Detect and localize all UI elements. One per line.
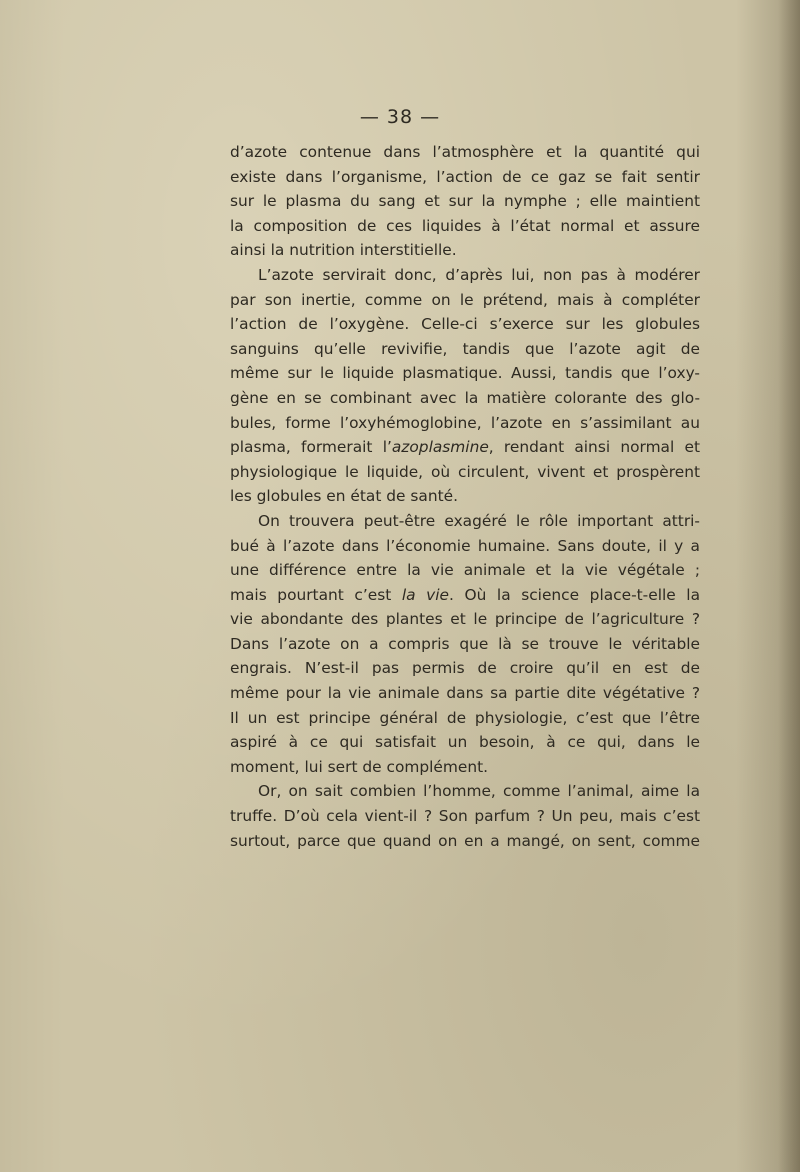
paragraph-2: [230, 263, 700, 509]
text-segment: plasma, formerait l’: [230, 438, 392, 457]
text-line: Dans l’azote on a compris que là se trouve le véritable: [230, 634, 700, 653]
text-line: même pour la vie animale dans sa partie dite végétative ?: [230, 684, 700, 703]
text-line: On trouvera peut-être exagéré le rôle important attri-: [258, 511, 700, 530]
text-line: L’azote servirait donc, d’après lui, non pas à modérer: [258, 265, 700, 284]
text-line: sanguins qu’elle revivifie, tandis que l’azote agit de: [230, 339, 700, 358]
text-segment: , rendant ainsi normal et: [488, 438, 701, 457]
text-line-with-italic: [230, 583, 700, 608]
italic-term: azoplasmine: [391, 438, 489, 457]
body-text: [230, 140, 700, 853]
text-line: d’azote contenue dans l’atmosphère et la quantité qui: [230, 143, 700, 161]
text-line: sur le plasma du sang et sur la nymphe ; elle maintient: [230, 192, 700, 211]
text-line: ainsi la nutrition interstitielle.: [230, 241, 457, 260]
text-line: truffe. D’où cela vient-il ? Son parfum ? Un peu, mais c’est: [230, 807, 700, 826]
text-line: une différence entre la vie animale et la vie végétale ;: [230, 561, 700, 580]
text-segment: mais pourtant c’est: [230, 585, 402, 604]
text-line: par son inertie, comme on le prétend, mais à compléter: [230, 290, 700, 309]
text-line: gène en se combinant avec la matière colorante des glo-: [230, 388, 700, 407]
text-line: Il un est principe général de physiologie, c’est que l’être: [230, 708, 700, 727]
italic-term: la vie: [401, 585, 449, 604]
paragraph-1: [230, 140, 700, 263]
text-line: moment, lui sert de complément.: [230, 757, 489, 776]
page-edge-shadow: [778, 0, 800, 1172]
paragraph-3: [230, 509, 700, 780]
text-line: bules, forme l’oxyhémoglobine, l’azote en s’assimilant au: [230, 413, 700, 432]
text-line: aspiré à ce qui satisfait un besoin, à ce qui, dans le: [230, 733, 700, 752]
paragraph-4: [230, 779, 700, 853]
text-line: Or, on sait combien l’homme, comme l’animal, aime la: [258, 782, 700, 801]
text-line: la composition de ces liquides à l’état normal et assure: [230, 216, 700, 235]
page-number: — 38 —: [359, 106, 441, 128]
text-line: existe dans l’organisme, l’action de ce gaz se fait sentir: [230, 167, 700, 186]
text-line: bué à l’azote dans l’économie humaine. Sans doute, il y a: [230, 536, 700, 555]
text-line: les globules en état de santé.: [230, 487, 459, 506]
text-line: physiologique le liquide, où circulent, vivent et prospèrent: [230, 462, 700, 481]
text-line-with-italic: [230, 435, 700, 460]
text-line: vie abondante des plantes et le principe de l’agriculture ?: [230, 610, 700, 629]
text-line: surtout, parce que quand on en a mangé, on sent, comme: [230, 831, 700, 850]
text-line: l’action de l’oxygène. Celle-ci s’exerce sur les globules: [230, 315, 700, 334]
text-segment: . Où la science place-t-elle la: [449, 585, 701, 604]
text-line: même sur le liquide plasmatique. Aussi, tandis que l’oxy-: [230, 364, 700, 383]
text-line: engrais. N’est-il pas permis de croire qu’il en est de: [230, 659, 700, 678]
